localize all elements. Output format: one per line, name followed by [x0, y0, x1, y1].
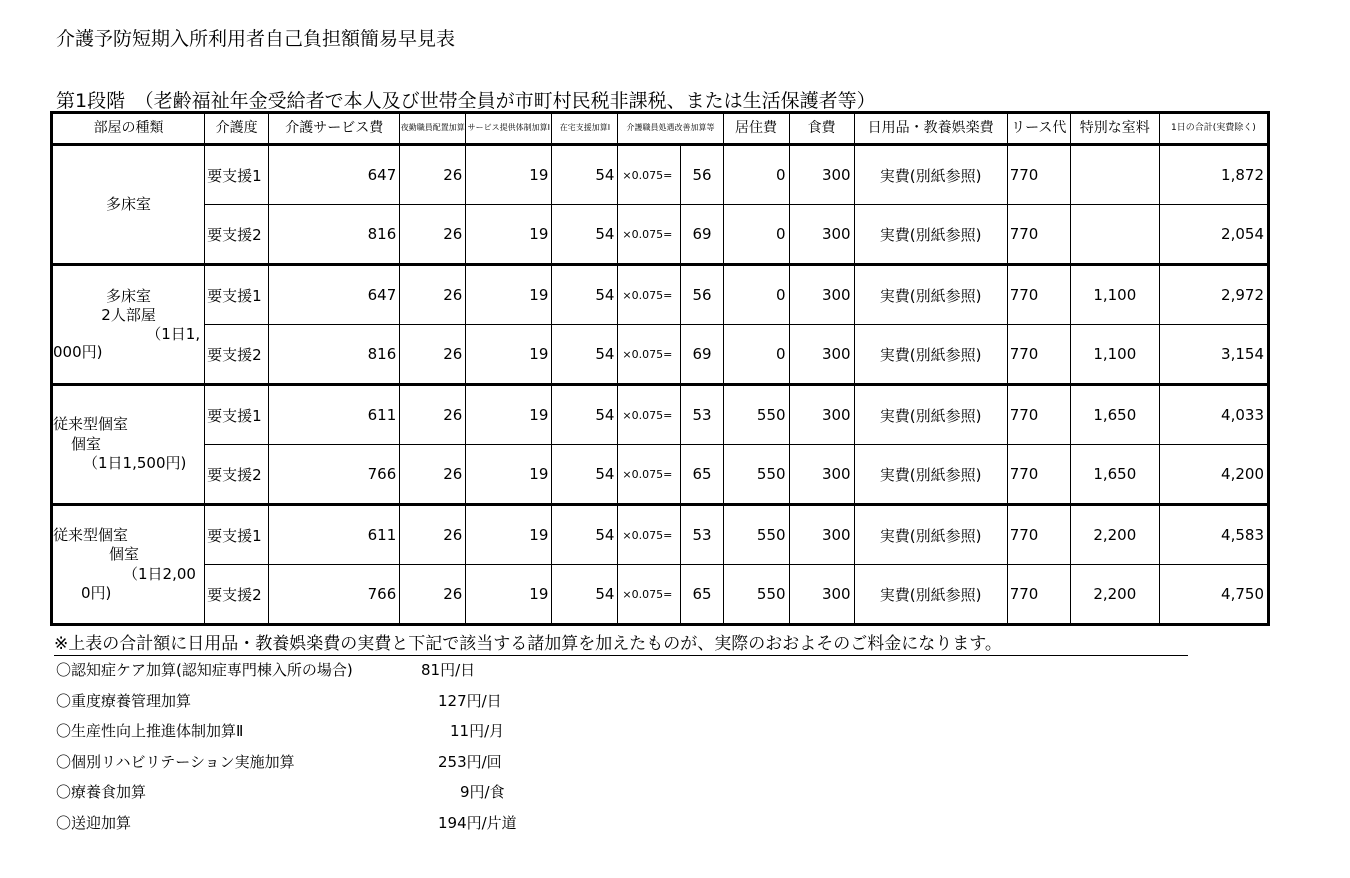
- night-staff-cell: 26: [400, 145, 466, 205]
- service-fee-cell: 611: [269, 385, 400, 445]
- daily-total-cell: 4,033: [1159, 385, 1268, 445]
- addon-amount: 81円/日: [421, 661, 476, 679]
- home-support-cell: 54: [552, 205, 618, 265]
- service-system-cell: 19: [466, 325, 552, 385]
- home-support-cell: 54: [552, 265, 618, 325]
- table-row: [52, 145, 1269, 205]
- food-cell: 300: [789, 205, 854, 265]
- daily-goods-cell: 実費(別紙参照): [854, 505, 1007, 565]
- residence-cell: 0: [723, 265, 789, 325]
- header-home-support: 在宅支援加算Ⅰ: [552, 113, 618, 145]
- special-room-cell: 1,100: [1070, 325, 1159, 385]
- staff-improve-cell: 69: [681, 205, 723, 265]
- staff-improve-cell: 53: [681, 505, 723, 565]
- staff-improve-cell: 65: [681, 445, 723, 505]
- service-fee-cell: 816: [269, 205, 400, 265]
- residence-cell: 550: [723, 445, 789, 505]
- table-row: [52, 265, 1269, 325]
- residence-cell: 550: [723, 505, 789, 565]
- night-staff-cell: 26: [400, 565, 466, 625]
- daily-goods-cell: 実費(別紙参照): [854, 205, 1007, 265]
- service-fee-cell: 611: [269, 505, 400, 565]
- header-special-room: 特別な室料: [1070, 113, 1159, 145]
- service-system-cell: 19: [466, 445, 552, 505]
- residence-cell: 550: [723, 565, 789, 625]
- residence-cell: 550: [723, 385, 789, 445]
- header-row: [52, 113, 1269, 145]
- header-residence: 居住費: [723, 113, 789, 145]
- care-level-cell: 要支援2: [205, 445, 269, 505]
- room-type-cell: [52, 145, 205, 265]
- header-room-type: 部屋の種類: [52, 113, 205, 145]
- care-level-cell: 要支援2: [205, 325, 269, 385]
- food-cell: 300: [789, 445, 854, 505]
- room-type-sublabel: 個室: [71, 434, 102, 453]
- night-staff-cell: 26: [400, 265, 466, 325]
- home-support-cell: 54: [552, 505, 618, 565]
- special-room-cell: 2,200: [1070, 565, 1159, 625]
- food-cell: 300: [789, 265, 854, 325]
- care-level-cell: 要支援2: [205, 205, 269, 265]
- header-daily-goods: 日用品・教養娯楽費: [854, 113, 1007, 145]
- stage-heading: 第1段階 （老齢福祉年金受給者で本人及び世帯全員が市町村民税非課税、または生活保護者等）: [56, 90, 876, 112]
- multiplier-cell: ×0.075=: [618, 325, 681, 385]
- header-food: 食費: [789, 113, 854, 145]
- room-type-price-cont: 000円): [53, 343, 103, 362]
- room-type-price: （1日1,: [146, 324, 201, 343]
- residence-cell: 0: [723, 205, 789, 265]
- service-system-cell: 19: [466, 145, 552, 205]
- room-type-label: 従来型個室: [53, 415, 129, 434]
- room-type-cell: [52, 265, 205, 385]
- header-care-level: 介護度: [205, 113, 269, 145]
- lease-cell: 770: [1007, 505, 1070, 565]
- table-row: [52, 385, 1269, 445]
- lease-cell: 770: [1007, 565, 1070, 625]
- lease-cell: 770: [1007, 205, 1070, 265]
- lease-cell: 770: [1007, 145, 1070, 205]
- daily-total-cell: 2,054: [1159, 205, 1268, 265]
- table-row: [52, 445, 1269, 505]
- night-staff-cell: 26: [400, 445, 466, 505]
- table-row: [52, 205, 1269, 265]
- room-type-price: （1日2,00: [123, 564, 196, 583]
- care-level-cell: 要支援2: [205, 565, 269, 625]
- staff-improve-cell: 56: [681, 145, 723, 205]
- food-cell: 300: [789, 145, 854, 205]
- header-lease: リース代: [1007, 113, 1070, 145]
- care-level-cell: 要支援1: [205, 145, 269, 205]
- room-type-label: 多床室: [106, 195, 152, 214]
- service-system-cell: 19: [466, 385, 552, 445]
- addon-label: 〇送迎加算: [56, 813, 132, 832]
- special-room-cell: 1,650: [1070, 445, 1159, 505]
- footnote: ※上表の合計額に日用品・教養娯楽費の実費と下記で該当する諸加算を加えたものが、実際のおおよそのご料金になります。: [54, 629, 1188, 656]
- addon-amount: 127円/日: [438, 691, 502, 710]
- table-row: [52, 505, 1269, 565]
- multiplier-cell: ×0.075=: [618, 445, 681, 505]
- service-fee-cell: 647: [269, 145, 400, 205]
- table-row: [52, 565, 1269, 625]
- home-support-cell: 54: [552, 145, 618, 205]
- daily-total-cell: 4,750: [1159, 565, 1268, 625]
- care-level-cell: 要支援1: [205, 265, 269, 325]
- room-type-cell: [52, 505, 205, 625]
- special-room-cell: [1070, 205, 1159, 265]
- service-fee-cell: 647: [269, 265, 400, 325]
- daily-goods-cell: 実費(別紙参照): [854, 565, 1007, 625]
- service-fee-cell: 816: [269, 325, 400, 385]
- lease-cell: 770: [1007, 385, 1070, 445]
- multiplier-cell: ×0.075=: [618, 265, 681, 325]
- room-type-label: 従来型個室: [53, 525, 129, 544]
- night-staff-cell: 26: [400, 385, 466, 445]
- daily-goods-cell: 実費(別紙参照): [854, 385, 1007, 445]
- daily-goods-cell: 実費(別紙参照): [854, 265, 1007, 325]
- addon-label: 〇生産性向上推進体制加算Ⅱ: [56, 722, 244, 740]
- care-level-cell: 要支援1: [205, 385, 269, 445]
- room-type-price: （1日1,500円): [83, 454, 187, 473]
- residence-cell: 0: [723, 145, 789, 205]
- addon-label: 〇認知症ケア加算(認知症専門棟入所の場合): [56, 661, 353, 679]
- header-daily-total: 1日の合計(実費除く): [1159, 113, 1268, 145]
- multiplier-cell: ×0.075=: [618, 505, 681, 565]
- room-type-label: 多床室: [106, 287, 152, 305]
- special-room-cell: 1,100: [1070, 265, 1159, 325]
- service-system-cell: 19: [466, 265, 552, 325]
- table-row: [52, 325, 1269, 385]
- room-type-price-cont: 0円): [81, 584, 112, 602]
- residence-cell: 0: [723, 325, 789, 385]
- header-service-system: サービス提供体制加算Ⅰ: [466, 113, 552, 145]
- service-system-cell: 19: [466, 205, 552, 265]
- multiplier-cell: ×0.075=: [618, 145, 681, 205]
- addon-amount: 253円/回: [438, 752, 502, 771]
- daily-total-cell: 4,200: [1159, 445, 1268, 505]
- daily-total-cell: 3,154: [1159, 325, 1268, 385]
- home-support-cell: 54: [552, 445, 618, 505]
- staff-improve-cell: 69: [681, 325, 723, 385]
- room-type-sublabel: 2人部屋: [101, 305, 156, 324]
- food-cell: 300: [789, 325, 854, 385]
- food-cell: 300: [789, 385, 854, 445]
- addon-label: 〇療養食加算: [56, 783, 147, 801]
- staff-improve-cell: 53: [681, 385, 723, 445]
- staff-improve-cell: 65: [681, 565, 723, 625]
- daily-goods-cell: 実費(別紙参照): [854, 445, 1007, 505]
- staff-improve-cell: 56: [681, 265, 723, 325]
- header-staff-improve: 介護職員処遇改善加算等: [618, 113, 723, 145]
- header-service-fee: 介護サービス費: [269, 113, 400, 145]
- daily-total-cell: 2,972: [1159, 265, 1268, 325]
- night-staff-cell: 26: [400, 205, 466, 265]
- care-level-cell: 要支援1: [205, 505, 269, 565]
- food-cell: 300: [789, 505, 854, 565]
- lease-cell: 770: [1007, 445, 1070, 505]
- daily-total-cell: 1,872: [1159, 145, 1268, 205]
- fee-table: [50, 111, 1270, 626]
- daily-goods-cell: 実費(別紙参照): [854, 145, 1007, 205]
- addon-amount: 9円/食: [460, 783, 505, 801]
- page-title: 介護予防短期入所利用者自己負担額簡易早見表: [56, 28, 456, 50]
- lease-cell: 770: [1007, 325, 1070, 385]
- home-support-cell: 54: [552, 385, 618, 445]
- room-type-sublabel: 個室: [109, 545, 140, 563]
- daily-total-cell: 4,583: [1159, 505, 1268, 565]
- addon-label: 〇個別リハビリテーション実施加算: [56, 752, 295, 771]
- room-type-cell: [52, 385, 205, 505]
- header-night-staff: 夜勤職員配置加算: [400, 113, 466, 145]
- night-staff-cell: 26: [400, 325, 466, 385]
- multiplier-cell: ×0.075=: [618, 565, 681, 625]
- multiplier-cell: ×0.075=: [618, 205, 681, 265]
- addon-amount: 194円/片道: [438, 813, 517, 832]
- service-system-cell: 19: [466, 565, 552, 625]
- special-room-cell: 2,200: [1070, 505, 1159, 565]
- home-support-cell: 54: [552, 325, 618, 385]
- multiplier-cell: ×0.075=: [618, 385, 681, 445]
- service-fee-cell: 766: [269, 445, 400, 505]
- food-cell: 300: [789, 565, 854, 625]
- daily-goods-cell: 実費(別紙参照): [854, 325, 1007, 385]
- night-staff-cell: 26: [400, 505, 466, 565]
- special-room-cell: [1070, 145, 1159, 205]
- addon-amount: 11円/月: [450, 722, 505, 740]
- home-support-cell: 54: [552, 565, 618, 625]
- service-fee-cell: 766: [269, 565, 400, 625]
- lease-cell: 770: [1007, 265, 1070, 325]
- special-room-cell: 1,650: [1070, 385, 1159, 445]
- addon-label: 〇重度療養管理加算: [56, 691, 192, 710]
- service-system-cell: 19: [466, 505, 552, 565]
